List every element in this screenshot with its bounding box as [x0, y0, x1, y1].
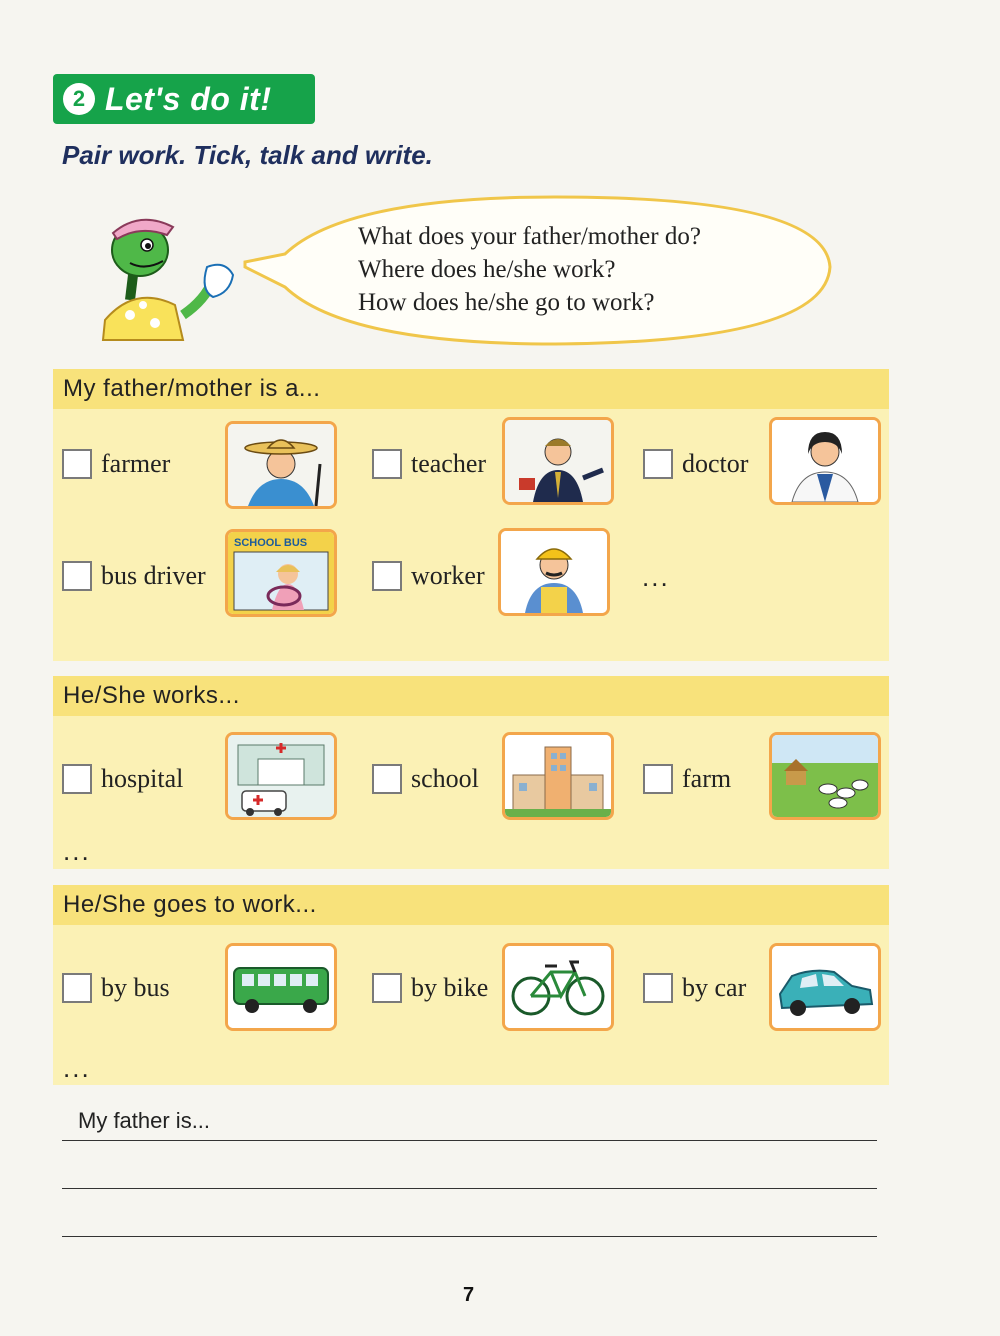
- workplace-section-title: He/She works...: [63, 682, 240, 709]
- writing-prompt: My father is...: [78, 1108, 211, 1133]
- checkbox[interactable]: [372, 449, 402, 479]
- option-school[interactable]: [372, 764, 479, 794]
- option-label: school: [411, 764, 479, 793]
- checkbox[interactable]: [62, 449, 92, 479]
- workplace-section: [53, 676, 889, 869]
- checkbox[interactable]: [372, 764, 402, 794]
- bus-driver-picture: [225, 529, 337, 617]
- option-farm[interactable]: [643, 764, 731, 794]
- car-picture: [769, 943, 881, 1031]
- farm-picture: [769, 732, 881, 820]
- worker-picture: [498, 528, 610, 616]
- checkbox[interactable]: [643, 973, 673, 1003]
- speech-bubble-text: [358, 220, 701, 319]
- writing-line-1[interactable]: [62, 1140, 877, 1141]
- transport-section-title: He/She goes to work...: [63, 891, 317, 918]
- bus-picture: [225, 943, 337, 1031]
- checkbox[interactable]: [643, 449, 673, 479]
- option-label: by bike: [411, 973, 489, 1002]
- writing-line-2[interactable]: [62, 1188, 877, 1189]
- option-hospital[interactable]: [62, 764, 183, 794]
- option-doctor[interactable]: [643, 449, 748, 479]
- option-label: bus driver: [101, 561, 206, 590]
- bike-picture: [502, 943, 614, 1031]
- option-label: farmer: [101, 449, 171, 478]
- transport-section: [53, 885, 889, 1085]
- workplace-section-header: [53, 676, 889, 716]
- more-workplaces: ...: [63, 836, 91, 866]
- farmer-picture: [225, 421, 337, 509]
- option-label: farm: [682, 764, 732, 793]
- occupation-section-title: My father/mother is a...: [63, 375, 321, 402]
- option-label: doctor: [682, 449, 749, 478]
- option-bus-driver[interactable]: [62, 561, 206, 591]
- section-badge: [53, 74, 315, 124]
- checkbox[interactable]: [62, 973, 92, 1003]
- checkbox[interactable]: [643, 764, 673, 794]
- checkbox[interactable]: [62, 561, 92, 591]
- option-by-bus[interactable]: [62, 973, 170, 1003]
- teacher-picture: [502, 417, 614, 505]
- school-picture: [502, 732, 614, 820]
- bubble-line-3: How does he/she go to work?: [358, 289, 655, 316]
- option-label: by bus: [101, 973, 170, 1002]
- option-by-car[interactable]: [643, 973, 746, 1003]
- option-label: teacher: [411, 449, 487, 478]
- more-transport: ...: [63, 1053, 91, 1083]
- option-label: by car: [682, 973, 747, 1002]
- option-label: hospital: [101, 764, 184, 793]
- page-number: 7: [463, 1284, 475, 1306]
- hospital-picture: [225, 732, 337, 820]
- option-farmer[interactable]: [62, 449, 170, 479]
- option-label: worker: [411, 561, 485, 590]
- occupation-section-header: [53, 369, 889, 409]
- writing-line-3[interactable]: [62, 1236, 877, 1237]
- bubble-line-2: Where does he/she work?: [358, 256, 616, 283]
- bubble-line-1: What does your father/mother do?: [358, 223, 701, 250]
- mascot-illustration: [95, 205, 245, 345]
- option-worker[interactable]: [372, 561, 485, 591]
- occupation-section: [53, 369, 889, 661]
- checkbox[interactable]: [62, 764, 92, 794]
- checkbox[interactable]: [372, 561, 402, 591]
- option-teacher[interactable]: [372, 449, 486, 479]
- badge-title: Let's do it!: [105, 80, 272, 117]
- instruction-text: Pair work. Tick, talk and write.: [62, 140, 433, 170]
- badge-number: 2: [63, 83, 95, 115]
- checkbox[interactable]: [372, 973, 402, 1003]
- doctor-picture: [769, 417, 881, 505]
- more-occupations: ...: [642, 562, 670, 592]
- school-bus-sign: SCHOOL BUS: [234, 537, 308, 549]
- option-by-bike[interactable]: [372, 973, 488, 1003]
- transport-section-header: [53, 885, 889, 925]
